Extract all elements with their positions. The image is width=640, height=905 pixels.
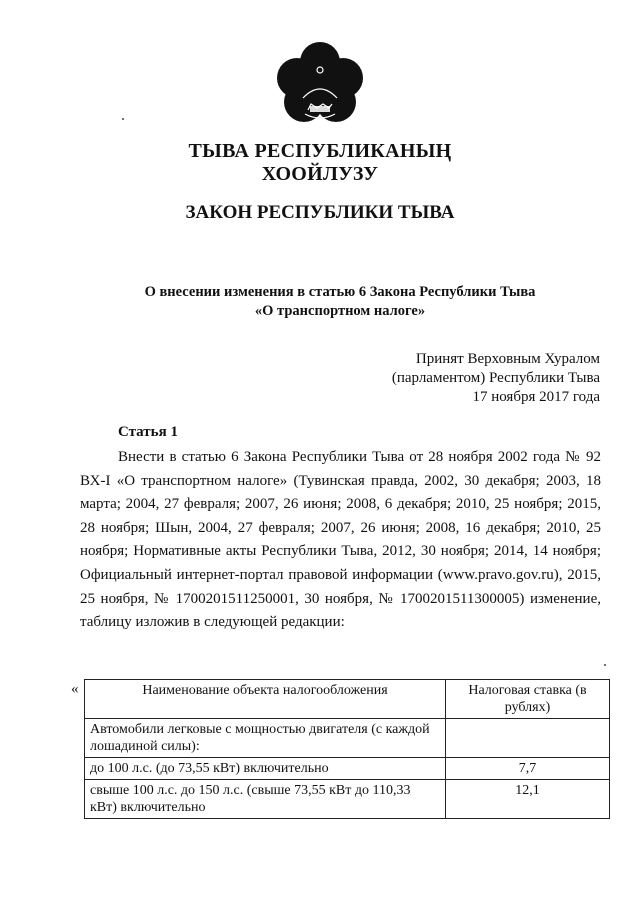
table-row xyxy=(85,780,610,819)
scan-speck xyxy=(604,664,606,666)
adoption-line1: Принят Верховным Хуралом xyxy=(415,351,600,367)
row-object-name: до 100 л.с. (до 73,55 кВт) включительно xyxy=(85,758,446,780)
article-paragraph: Внести в статью 6 Закона Республики Тыва от 28 ноября 2002 года № 92 ВХ-I «О транспортном налоге» (Тувинская правда, 2002, 30 декабря; 2003, 18 марта; 2004, 27 февраля; 2007, 26 июня; 2008, 6 декабря; 2010, 25 ноября; 2015, 28 ноября; Шын, 2004, 27 февраля; 2007, 26 июня; 2008, 16 декабря; 2010, 25 ноября; Нормативные акты Республики Тыва, 2012, 30 ноября; 2014, 14 ноября; Официальный интернет-портал правовой информации (www.pravo.gov.ru), 2015, 25 ноября, № 1700201511250001, 30 ноября, № 1700201511300005) изменение, таблицу изложив в следующей редакции: xyxy=(80,449,601,631)
table-header-row xyxy=(85,680,610,719)
republic-title-line2: ХООЙЛУЗУ xyxy=(261,163,379,185)
row-object-name: свыше 100 л.с. до 150 л.с. (свыше 73,55 кВт до 110,33 кВт) включительно xyxy=(85,780,446,819)
article-title: Статья 1 xyxy=(118,424,178,440)
article-body xyxy=(80,446,601,635)
header-tax-rate: Налоговая ставка (в рублях) xyxy=(446,680,610,719)
tax-rate-table xyxy=(84,679,610,819)
republic-title-line1: ТЫВА РЕСПУБЛИКАНЫҢ xyxy=(188,140,452,162)
row-tax-rate: 7,7 xyxy=(446,758,610,780)
scan-speck xyxy=(122,118,124,120)
adoption-note xyxy=(392,350,600,407)
header-object-name: Наименование объекта налогообложения xyxy=(85,680,446,719)
open-quote: « xyxy=(71,681,79,697)
law-subject-line1: О внесении изменения в статью 6 Закона Республики Тыва xyxy=(144,284,536,300)
row-object-name: Автомобили легковые с мощностью двигателя (с каждой лошадиной силы): xyxy=(85,719,446,758)
table-row xyxy=(85,758,610,780)
table-row xyxy=(85,719,610,758)
law-subject xyxy=(60,283,620,321)
republic-emblem xyxy=(275,40,365,128)
adoption-date: 17 ноября 2017 года xyxy=(472,389,600,405)
row-tax-rate xyxy=(446,719,610,758)
law-title: ЗАКОН РЕСПУБЛИКИ ТЫВА xyxy=(185,202,455,223)
law-subject-line2: «О транспортном налоге» xyxy=(254,303,426,319)
row-tax-rate: 12,1 xyxy=(446,780,610,819)
adoption-line2: (парламентом) Республики Тыва xyxy=(391,370,600,386)
